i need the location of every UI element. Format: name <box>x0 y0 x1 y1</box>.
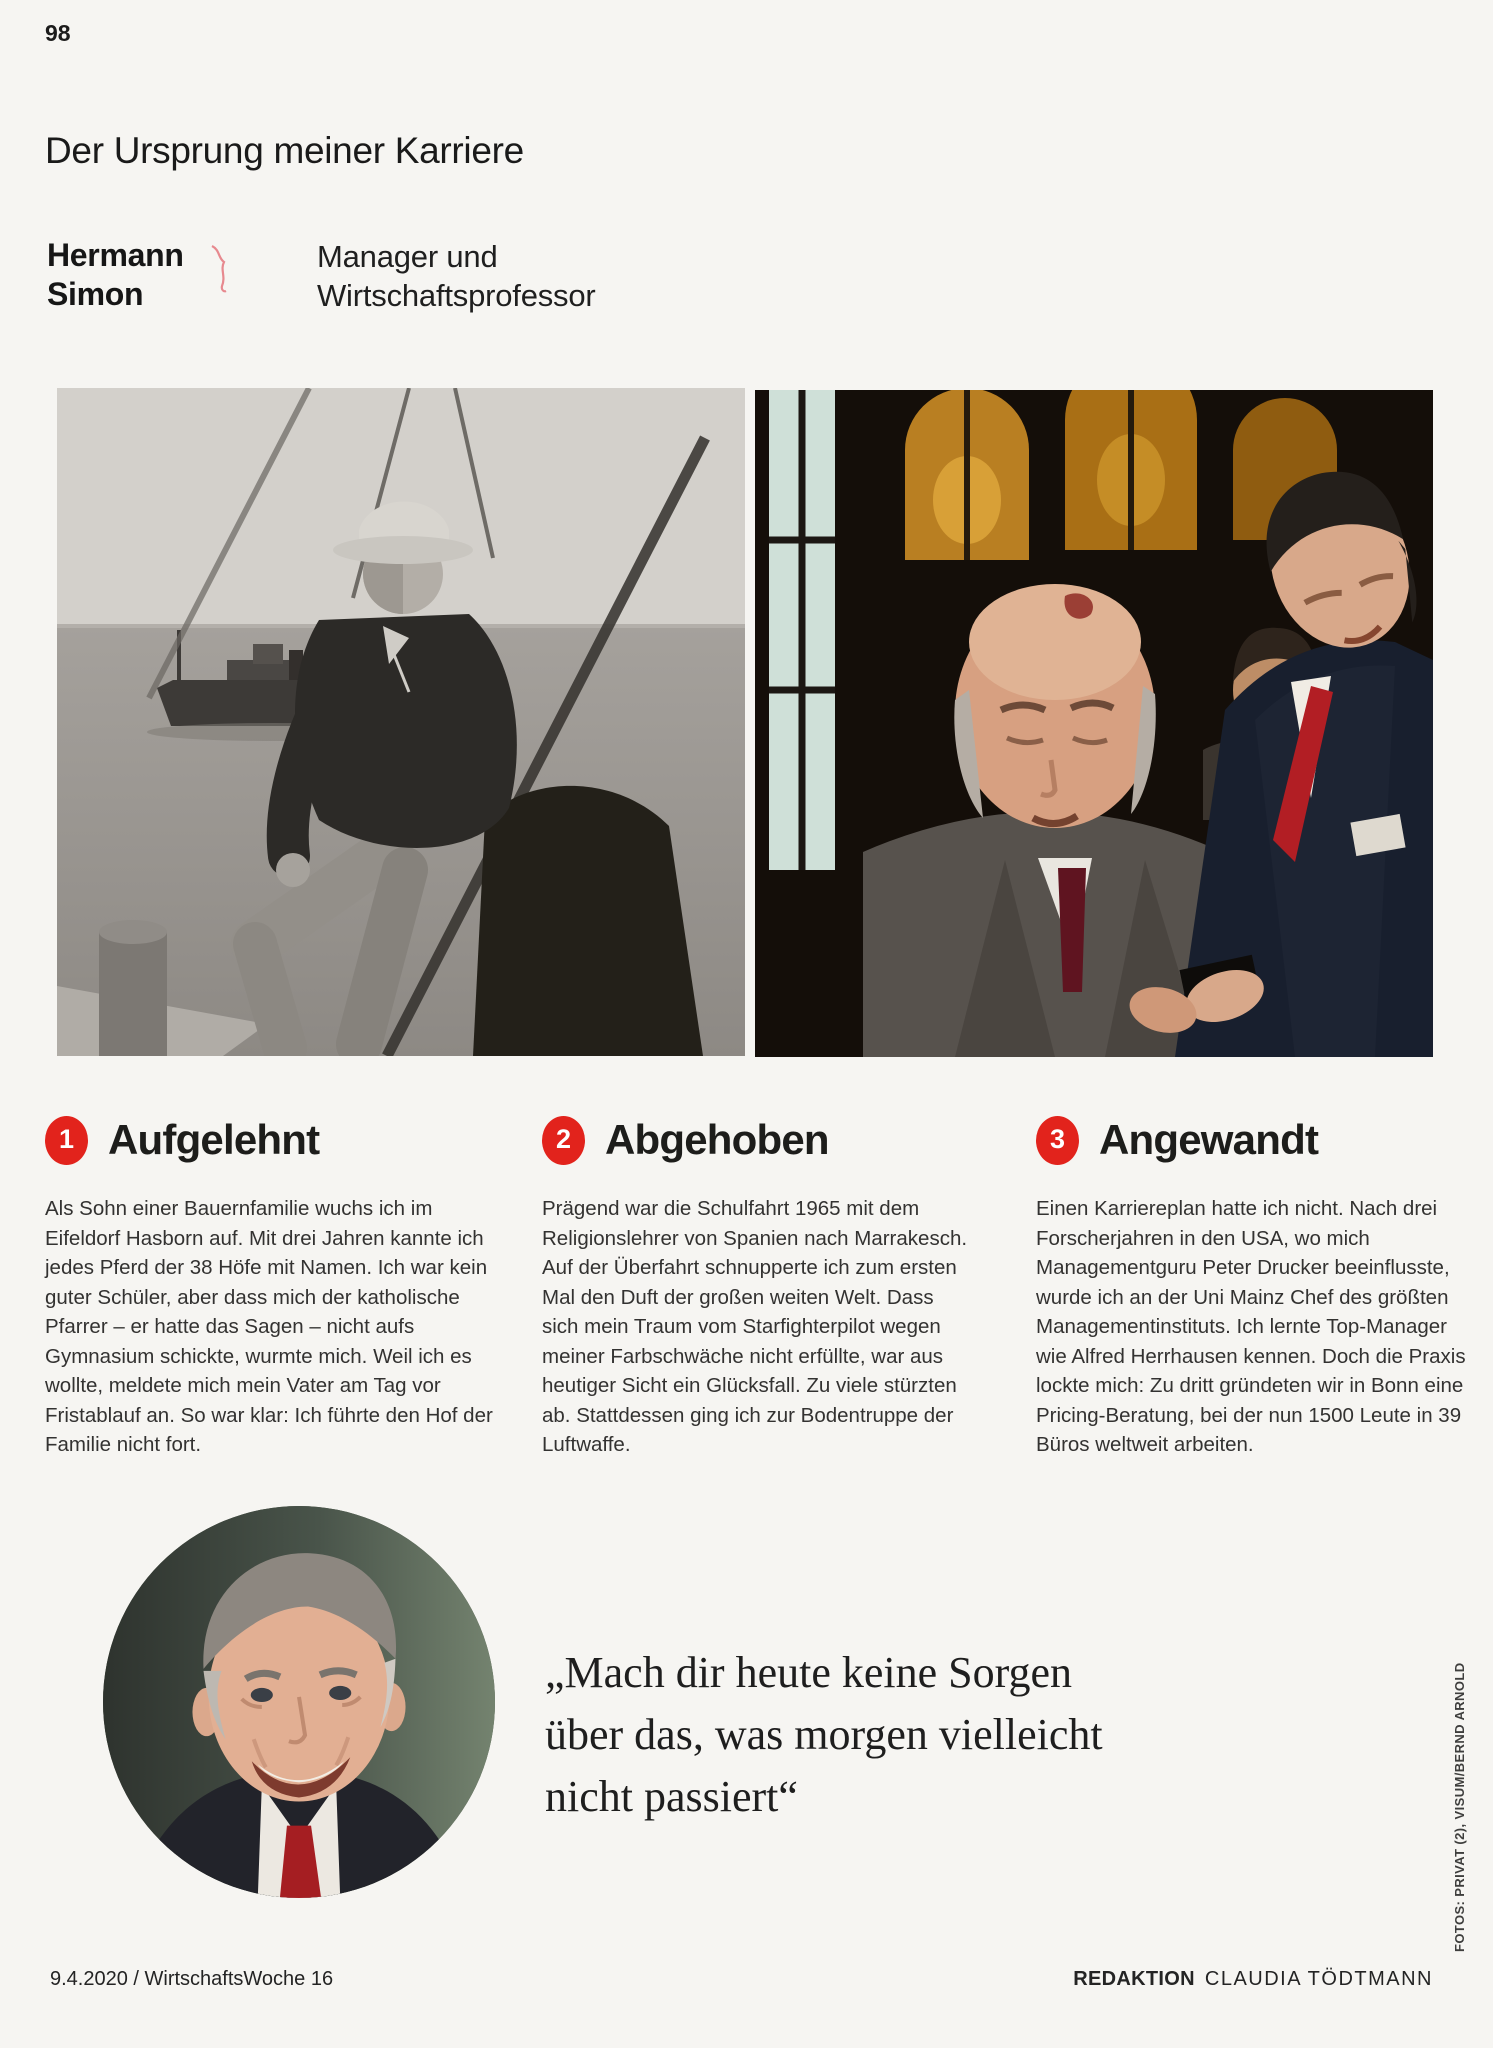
section-3-heading <box>1036 1112 1478 1168</box>
redaktion-label: REDAKTION <box>1073 1968 1195 1990</box>
author-role-line2: Wirtschaftsprofessor <box>317 278 596 313</box>
portrait-photo <box>103 1506 495 1898</box>
section-number-badge: 3 <box>1036 1116 1079 1165</box>
author-first-name: Hermann <box>47 237 184 273</box>
author-last-name: Simon <box>47 276 144 312</box>
photo-boat-illustration <box>57 388 745 1056</box>
quote-line: nicht passiert“ <box>545 1772 798 1821</box>
photo-gorbachev-meeting <box>755 390 1433 1057</box>
author-name <box>47 236 184 314</box>
section-heading-text: Aufgelehnt <box>108 1116 320 1163</box>
section-body-text: Als Sohn einer Bauernfamilie wuchs ich im Eifeldorf Hasborn auf. Mit drei Jahren kannte ich jedes Pferd der 38 Höfe mit Namen. Ich war kein guter Schüler, aber dass mich der katholische Pfarrer – er hatte das Sagen – nicht aufs Gymnasium schickte, wurmte mich. Weil ich es wollte, meldete mich mein Vater am Tag vor Fristablauf an. So war klar: Ich führte den Hof der Familie nicht fort. <box>45 1197 493 1456</box>
section-1-heading <box>45 1112 493 1168</box>
pen-mark <box>206 242 240 294</box>
section-column-1 <box>45 1112 493 1460</box>
photo-meeting-illustration <box>755 390 1433 1057</box>
author-role-line1: Manager und <box>317 239 498 274</box>
author-role <box>317 237 596 315</box>
article-title: Der Ursprung meiner Karriere <box>45 130 524 171</box>
section-heading-text: Abgehoben <box>605 1116 829 1163</box>
photo-credit: FOTOS: PRIVAT (2), VISUM/BERND ARNOLD <box>1452 1662 1467 1952</box>
quote-line: „Mach dir heute keine Sorgen <box>545 1648 1073 1697</box>
redaktion-name: CLAUDIA TÖDTMANN <box>1204 1968 1433 1990</box>
section-column-3 <box>1036 1112 1478 1460</box>
portrait-illustration <box>103 1506 495 1898</box>
section-body-text: Einen Karriereplan hatte ich nicht. Nach drei Forscherjahren in den USA, wo mich Managementguru Peter Drucker beeinflusste, wurde ich an der Uni Mainz Chef des größten Managementinstituts. Ich lernte Top-Manager wie Alfred Herrhausen kennen. Doch die Praxis lockte mich: Zu dritt gründeten wir in Bonn eine Pricing-Beratung, bei der nun 1500 Leute in 39 Büros weltweit arbeiten. <box>1036 1197 1466 1456</box>
section-column-2 <box>542 1112 982 1460</box>
footer-redaktion <box>1073 1968 1433 1991</box>
quote-line: über das, was morgen vielleicht <box>545 1710 1103 1759</box>
section-2-heading <box>542 1112 982 1168</box>
section-heading-text: Angewandt <box>1099 1116 1319 1163</box>
photo-boat-bw <box>57 388 745 1056</box>
footer-issue: 9.4.2020 / WirtschaftsWoche 16 <box>50 1968 334 1990</box>
page-number: 98 <box>45 20 71 46</box>
pull-quote <box>545 1642 1265 1828</box>
section-number-badge: 1 <box>45 1116 88 1165</box>
section-number-badge: 2 <box>542 1116 585 1165</box>
section-body-text: Prägend war die Schulfahrt 1965 mit dem Religionslehrer von Spanien nach Marrakesch. Auf der Überfahrt schnupperte ich zum ersten Mal den Duft der großen weiten Welt. Dass sich mein Traum vom Starfighterpilot wegen meiner Farbschwäche nicht erfüllte, war aus heutiger Sicht ein Glücksfall. Zu viele stürzten ab. Stattdessen ging ich zur Bodentruppe der Luftwaffe. <box>542 1197 968 1456</box>
